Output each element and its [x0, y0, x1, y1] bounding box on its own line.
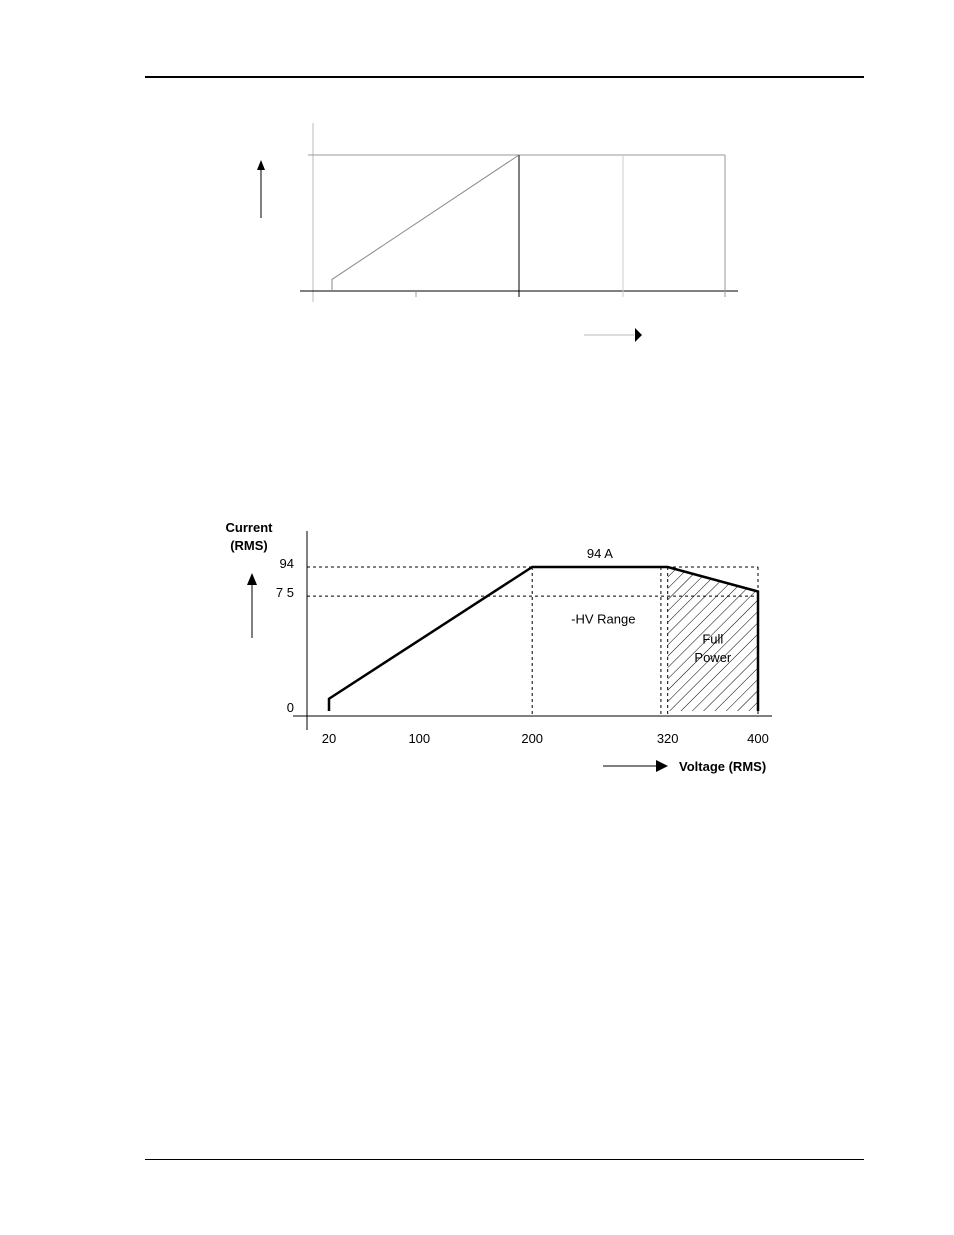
x-arrow-head: [656, 760, 668, 772]
x-tick-label: 20: [321, 731, 337, 746]
y-axis-label-line2: (RMS): [230, 538, 268, 553]
current-voltage-chart: [226, 520, 772, 774]
y-arrow-head: [247, 573, 257, 585]
x-tick-labels: [322, 731, 769, 746]
y-axis-label-line1: Current: [225, 520, 273, 535]
y-arrow-head: [257, 160, 265, 170]
x-axis-label: Voltage (RMS): [679, 759, 767, 774]
annotation-label: -HV Range: [571, 611, 636, 627]
x-arrow-head: [635, 328, 642, 342]
y-tick-label: 0: [286, 700, 294, 715]
annotation-label: Power: [694, 649, 732, 665]
y-tick-label: 94: [279, 556, 294, 571]
chart-faint: [257, 123, 738, 342]
x-tick-label: 400: [747, 731, 769, 746]
x-tick-label: 320: [656, 731, 679, 746]
x-tick-label: 200: [521, 731, 544, 746]
series-line: [332, 155, 519, 291]
y-tick-label: 7 5: [275, 585, 294, 601]
y-tick-labels: [276, 556, 294, 715]
annotation-label: 94 A: [586, 545, 613, 561]
annotation-label: Full: [702, 631, 724, 647]
x-tick-label: 100: [408, 731, 431, 746]
